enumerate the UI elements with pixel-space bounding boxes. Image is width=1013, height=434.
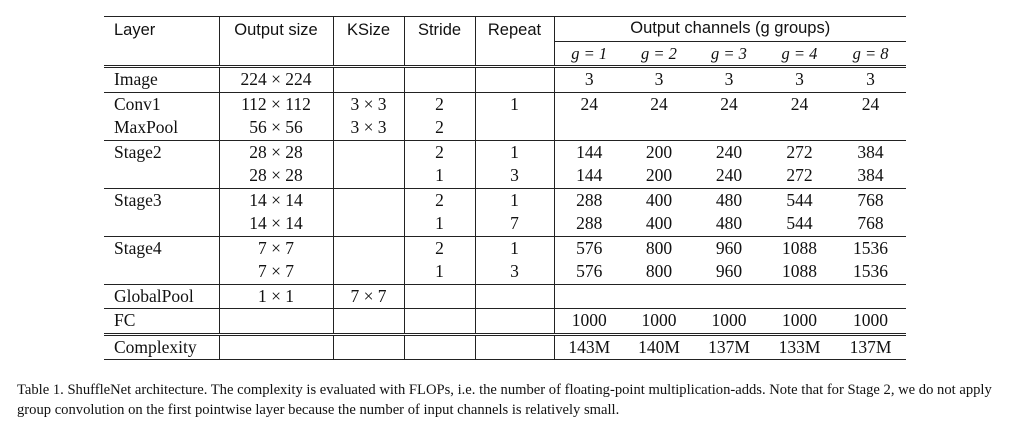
header-group: g = 1 — [571, 43, 608, 63]
layer-cell — [104, 212, 219, 236]
ksize-cell — [333, 188, 404, 212]
output-size-cell — [219, 334, 333, 360]
channels-cell: 800 — [645, 261, 673, 281]
channels-cell: 576 — [554, 236, 624, 260]
channels-cell: 576 — [576, 261, 603, 281]
stride-cell: 2 — [404, 236, 475, 260]
output-size-cell: 28 × 28 — [219, 140, 333, 164]
ksize-cell — [333, 260, 404, 284]
channels-cell: 137M — [835, 334, 906, 360]
output-size-cell: 7 × 7 — [219, 236, 333, 260]
repeat-cell: 1 — [475, 140, 554, 164]
channels-cell: 384 — [835, 140, 906, 164]
channels-cell: 24 — [554, 92, 624, 116]
layer-cell: Conv1 — [104, 92, 219, 116]
channels-cell: 480 — [694, 188, 764, 212]
layer-cell: Image — [104, 67, 219, 93]
layer-cell: MaxPool — [104, 116, 219, 140]
header-group: g = 4 — [781, 43, 818, 63]
layer-cell: Stage2 — [104, 140, 219, 164]
stride-cell: 2 — [404, 188, 475, 212]
ksize-cell — [333, 309, 404, 335]
channels-cell: 544 — [786, 213, 813, 233]
ksize-cell: 3 × 3 — [333, 116, 404, 140]
channels-cell — [835, 284, 906, 309]
repeat-cell: 7 — [475, 212, 554, 236]
channels-cell: 140M — [624, 334, 694, 360]
output-size-cell — [219, 309, 333, 335]
channels-cell — [624, 116, 694, 140]
architecture-table-container — [104, 16, 906, 360]
stride-cell — [404, 334, 475, 360]
stride-cell — [404, 284, 475, 309]
layer-cell: GlobalPool — [104, 284, 219, 309]
stride-cell — [404, 67, 475, 93]
channels-cell: 3 — [694, 67, 764, 93]
channels-cell: 24 — [764, 92, 835, 116]
header-ksize: KSize — [333, 17, 404, 67]
channels-cell: 400 — [624, 188, 694, 212]
table-row — [104, 188, 906, 212]
channels-cell: 1000 — [764, 309, 835, 335]
channels-cell: 1536 — [853, 261, 888, 281]
channels-cell: 288 — [554, 188, 624, 212]
stride-cell: 1 — [404, 164, 475, 188]
channels-cell — [694, 116, 764, 140]
channels-cell: 200 — [624, 140, 694, 164]
layer-cell: Complexity — [104, 334, 219, 360]
header-output-size: Output size — [219, 17, 333, 67]
repeat-cell: 1 — [475, 236, 554, 260]
repeat-cell — [475, 284, 554, 309]
table-row — [104, 334, 906, 360]
channels-cell: 272 — [786, 165, 813, 185]
ksize-cell: 7 × 7 — [333, 284, 404, 309]
channels-cell: 288 — [576, 213, 603, 233]
repeat-cell — [475, 116, 554, 140]
table-row — [104, 116, 906, 140]
channels-cell: 24 — [694, 92, 764, 116]
table-row — [104, 67, 906, 93]
repeat-cell: 3 — [475, 260, 554, 284]
layer-cell — [104, 164, 219, 188]
channels-cell: 960 — [715, 261, 743, 281]
table-row — [104, 212, 906, 236]
architecture-table — [104, 16, 906, 360]
channels-cell: 1000 — [835, 309, 906, 335]
layer-cell: FC — [104, 309, 219, 335]
layer-cell — [104, 260, 219, 284]
channels-cell: 800 — [624, 236, 694, 260]
stride-cell: 2 — [404, 140, 475, 164]
channels-cell: 3 — [624, 67, 694, 93]
ksize-cell — [333, 67, 404, 93]
table-row — [104, 92, 906, 116]
output-size-cell: 224 × 224 — [219, 67, 333, 93]
repeat-cell — [475, 309, 554, 335]
channels-cell — [554, 284, 624, 309]
table-row — [104, 140, 906, 164]
channels-cell: 143M — [554, 334, 624, 360]
channels-cell: 1000 — [694, 309, 764, 335]
header-group: g = 2 — [641, 43, 677, 63]
channels-cell: 400 — [645, 213, 673, 233]
output-size-cell: 112 × 112 — [219, 92, 333, 116]
output-size-cell: 14 × 14 — [219, 188, 333, 212]
table-row — [104, 236, 906, 260]
channels-cell: 1536 — [835, 236, 906, 260]
layer-cell: Stage3 — [104, 188, 219, 212]
stride-cell: 1 — [404, 212, 475, 236]
channels-cell: 240 — [694, 140, 764, 164]
channels-cell: 3 — [554, 67, 624, 93]
ksize-cell — [333, 164, 404, 188]
output-size-cell: 28 × 28 — [219, 164, 333, 188]
ksize-cell — [333, 212, 404, 236]
channels-cell — [835, 116, 906, 140]
ksize-cell — [333, 334, 404, 360]
output-size-cell: 7 × 7 — [219, 260, 333, 284]
header-stride: Stride — [404, 17, 475, 67]
channels-cell — [624, 284, 694, 309]
stride-cell: 2 — [404, 116, 475, 140]
header-group: g = 8 — [852, 43, 889, 63]
output-size-cell: 56 × 56 — [219, 116, 333, 140]
header-layer: Layer — [104, 17, 219, 67]
channels-cell: 24 — [835, 92, 906, 116]
channels-cell: 200 — [645, 165, 673, 185]
channels-cell: 137M — [694, 334, 764, 360]
channels-cell — [554, 116, 624, 140]
ksize-cell: 3 × 3 — [333, 92, 404, 116]
stride-cell — [404, 309, 475, 335]
repeat-cell — [475, 67, 554, 93]
stride-cell: 2 — [404, 92, 475, 116]
header-output-channels: Output channels (g groups) — [554, 17, 906, 42]
channels-cell: 24 — [624, 92, 694, 116]
channels-cell: 1088 — [764, 236, 835, 260]
channels-cell: 1000 — [624, 309, 694, 335]
layer-cell: Stage4 — [104, 236, 219, 260]
output-size-cell: 1 × 1 — [219, 284, 333, 309]
channels-cell: 1000 — [554, 309, 624, 335]
channels-cell: 768 — [857, 213, 884, 233]
repeat-cell: 1 — [475, 92, 554, 116]
table-caption: Table 1. ShuffleNet architecture. The complexity is evaluated with FLOPs, i.e. the number of floating-point multiplication-adds. Note that for Stage 2, we do not apply group convolution on the first pointwise layer because the number of input channels is relatively small. — [17, 382, 992, 418]
channels-cell: 544 — [764, 188, 835, 212]
output-size-cell: 14 × 14 — [219, 212, 333, 236]
repeat-cell: 3 — [475, 164, 554, 188]
channels-cell: 144 — [554, 140, 624, 164]
ksize-cell — [333, 236, 404, 260]
header-group: g = 3 — [711, 43, 747, 63]
table-row — [104, 260, 906, 284]
header-repeat: Repeat — [475, 17, 554, 67]
table-row — [104, 164, 906, 188]
channels-cell: 1088 — [782, 261, 817, 281]
channels-cell: 240 — [715, 165, 743, 185]
repeat-cell — [475, 334, 554, 360]
channels-cell — [764, 116, 835, 140]
channels-cell: 144 — [576, 165, 603, 185]
ksize-cell — [333, 140, 404, 164]
channels-cell — [694, 284, 764, 309]
channels-cell: 960 — [694, 236, 764, 260]
channels-cell: 272 — [764, 140, 835, 164]
channels-cell: 133M — [764, 334, 835, 360]
channels-cell — [764, 284, 835, 309]
channels-cell: 768 — [835, 188, 906, 212]
channels-cell: 3 — [835, 67, 906, 93]
stride-cell: 1 — [404, 260, 475, 284]
channels-cell: 384 — [857, 165, 884, 185]
channels-cell: 480 — [715, 213, 743, 233]
header-row — [104, 17, 906, 42]
repeat-cell: 1 — [475, 188, 554, 212]
table-row — [104, 309, 906, 335]
channels-cell: 3 — [764, 67, 835, 93]
table-row — [104, 284, 906, 309]
